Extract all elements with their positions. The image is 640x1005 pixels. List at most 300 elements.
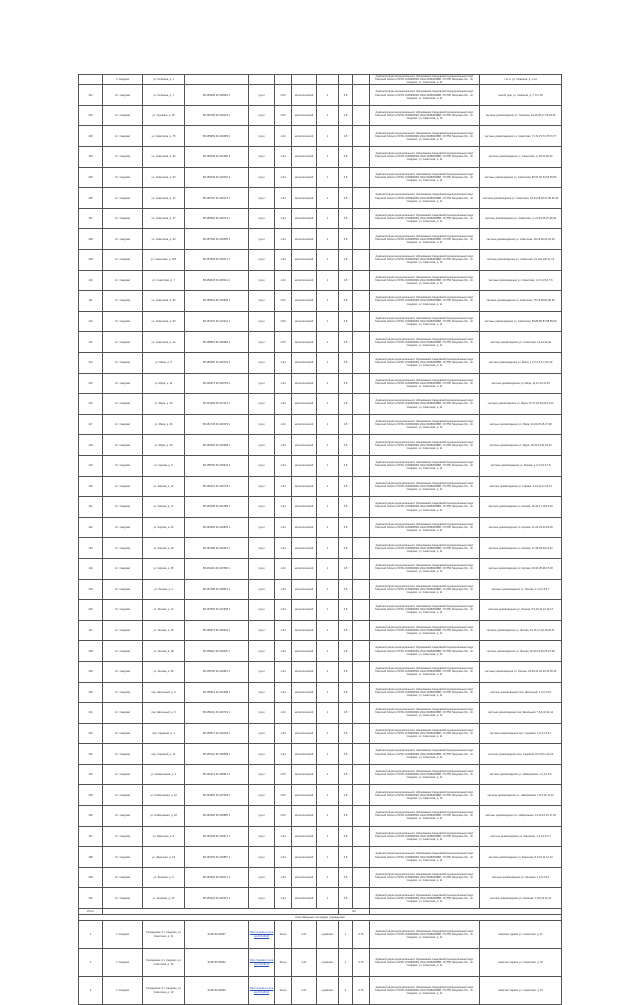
row-container-count: 1: [317, 600, 339, 621]
institution-row: [79, 921, 562, 949]
row-container-volume: 0,8: [339, 888, 353, 909]
row-surface: грунт: [249, 744, 275, 765]
table-row: [79, 558, 562, 579]
inst-owner: Администрация муниципального образования Сандовский муниципальный округ Тверской области ОГРН 1036900001 ИНН 6945000888, 171750 Тверская обл., пгт. Сандово, ул. Советская, д. 11: [370, 921, 480, 949]
row-locality: пгт. Сандово: [103, 414, 143, 435]
table-row: [79, 785, 562, 806]
row-coordinates: 58.461288 36.419316 1: [185, 538, 249, 559]
row-fence: металлический: [292, 311, 317, 332]
row-number: 105: [79, 167, 103, 188]
inst-map-cell: [249, 921, 275, 949]
table-row: [79, 270, 562, 291]
inst-map-link[interactable]: https://yandex.ru/maps/-/CCUhnZ: [249, 987, 274, 994]
row-spacer: [353, 414, 370, 435]
row-locality: пгт. Сандово: [103, 847, 143, 868]
inst-map-link[interactable]: https://yandex.ru/maps/-/CCUhn4: [249, 959, 274, 966]
inst-reg-number: 3145736 00092: [185, 949, 249, 977]
inst-container-volume: 0,75: [353, 921, 370, 949]
row-number: 129: [79, 661, 103, 682]
row-fence: металлический: [292, 373, 317, 394]
row-sources: частные домовладения ул. Набережная, 1,2,3,4,5,6: [480, 764, 562, 785]
row-surface: грунт: [249, 353, 275, 374]
table-row: [79, 394, 562, 415]
row-address: ул. Зелёная, д. 3: [143, 867, 185, 888]
row-container-count: 1: [317, 867, 339, 888]
row-locality: пгт. Сандово: [103, 888, 143, 909]
row-locality: пгт. Сандово: [103, 126, 143, 147]
row-area: 1,44: [275, 270, 292, 291]
row-spacer: [353, 497, 370, 518]
row-area: 2,00: [275, 291, 292, 312]
row-area: 1,44: [275, 373, 292, 394]
row-area: 1,44: [275, 188, 292, 209]
row-container-count: 1: [317, 744, 339, 765]
table-row: [79, 579, 562, 600]
row-number: 120: [79, 476, 103, 497]
row-area: 1,44: [275, 600, 292, 621]
row-fence: металлический: [292, 394, 317, 415]
row-coordinates: 58.462490 36.435885 1: [185, 806, 249, 827]
row-locality: пгт. Сандово: [103, 600, 143, 621]
row-area: 1,44: [275, 867, 292, 888]
row-area: 1,44: [275, 579, 292, 600]
row-owner: Администрация муниципального образования Сандовский муниципальный округ Тверской области ОГРН 1036900001 ИНН 6945000888, 171750 Тверская обл., пгт. Сандово, ул. Советская, д. 11: [370, 435, 480, 456]
row-address: ул. Лесная, д. 20: [143, 620, 185, 641]
row-container-count: 1: [317, 126, 339, 147]
row-sources: частные домовладения ул. Лесная, 8,9,10,11,12,13,14: [480, 600, 562, 621]
table-row: [79, 867, 562, 888]
row-sources: частные домовладения ул. Советская, 33,34,35,36,37,38,39,40: [480, 188, 562, 209]
row-address: пер. Садовый, д. 11: [143, 744, 185, 765]
table-row: [79, 497, 562, 518]
row-surface: грунт: [249, 311, 275, 332]
table-row: [79, 147, 562, 168]
row-fence: металлический: [292, 538, 317, 559]
row-owner: Администрация муниципального образования Сандовский муниципальный округ Тверской области ОГРН 1036900001 ИНН 6945000888, 171750 Тверская обл., пгт. Сандово, ул. Советская, д. 11: [370, 332, 480, 353]
row-area: 2,00: [275, 785, 292, 806]
inst-sources: нежилые здания ул. Советская, д. 11: [480, 921, 562, 949]
table-row: [79, 75, 562, 85]
row-container-volume: 0,8: [339, 167, 353, 188]
row-locality: пгт. Сандово: [103, 250, 143, 271]
row-container-count: 1: [317, 147, 339, 168]
row-number: 102: [79, 105, 103, 126]
row-container-count: 1: [317, 455, 339, 476]
row-fence: металлический: [292, 641, 317, 662]
row-owner: Администрация муниципального образования Сандовский муниципальный округ Тверской области ОГРН 1036900001 ИНН 6945000888, 171750 Тверская обл., пгт. Сандово, ул. Советская, д. 11: [370, 373, 480, 394]
row-spacer: [353, 311, 370, 332]
row-fence: металлический: [292, 620, 317, 641]
row-spacer: [353, 332, 370, 353]
row-locality: пгт. Сандово: [103, 661, 143, 682]
row-fence: металлический: [292, 332, 317, 353]
row-address: ул. Гагарина, д. 7: [143, 85, 185, 106]
row-number: 133: [79, 744, 103, 765]
row-surface: грунт: [249, 847, 275, 868]
row-container-volume: 0,8: [339, 703, 353, 724]
row-sources: частные домовладения ул. Кирова, 27,28,29,30,31,32: [480, 538, 562, 559]
row-container-volume: 0,8: [339, 208, 353, 229]
row-surface: грунт: [249, 723, 275, 744]
row-number: 119: [79, 455, 103, 476]
row-area: 1,44: [275, 558, 292, 579]
row-locality: пгт. Сандово: [103, 85, 143, 106]
row-owner: Администрация муниципального образования Сандовский муниципальный округ Тверской области ОГРН 1036900001 ИНН 6945000888, 171750 Тверская обл., пгт. Сандово, ул. Советская, д. 11: [370, 291, 480, 312]
row-number: 112: [79, 311, 103, 332]
row-area: 2,00: [275, 105, 292, 126]
row-fence: металлический: [292, 105, 317, 126]
row-coordinates: 58.460665 36.420802 1: [185, 517, 249, 538]
table-row: [79, 188, 562, 209]
row-coordinates: 58.458564 36.436582 1: [185, 332, 249, 353]
row-spacer: [353, 167, 370, 188]
row-spacer: [353, 85, 370, 106]
table-row: [79, 332, 562, 353]
row-locality: пгт. Сандово: [103, 620, 143, 641]
row-area: 1,44: [275, 744, 292, 765]
row-spacer: [353, 826, 370, 847]
table-row: [79, 126, 562, 147]
row-owner: Администрация муниципального образования Сандовский муниципальный округ Тверской области ОГРН 1036900001 ИНН 6945000888, 171750 Тверская обл., пгт. Сандово, ул. Советская, д. 11: [370, 126, 480, 147]
row-address: ул. Мира, д. 20: [143, 394, 185, 415]
row-sources: частные домовладения ул. Советская, д. 60,61,62,63: [480, 147, 562, 168]
row-fence: металлический: [292, 167, 317, 188]
row-owner: Администрация муниципального образования Сандовский муниципальный округ Тверской области ОГРН 1036900001 ИНН 6945000888, 171750 Тверская обл., пгт. Сандово, ул. Советская, д. 11: [370, 394, 480, 415]
row-coordinates: 58.456994 36.428713 1: [185, 208, 249, 229]
row-container-count: 1: [317, 332, 339, 353]
row-fence: металлический: [292, 517, 317, 538]
row-address: пер. Школьный, д. 9: [143, 703, 185, 724]
row-locality: пгт. Сандово: [103, 764, 143, 785]
row-number: 115: [79, 373, 103, 394]
row-locality: пгт. Сандово: [103, 867, 143, 888]
row-coordinates: 58.461214 36.438913 1: [185, 764, 249, 785]
row-coordinates: 58.458215 36.435011 1: [185, 270, 249, 291]
row-coordinates: 58.454123 36.440674 1: [185, 888, 249, 909]
row-container-count: 1: [317, 703, 339, 724]
row-surface: грунт: [249, 661, 275, 682]
inst-name: Учреждение пгт. Сандово, ул. Советская, д. 11: [143, 921, 185, 949]
row-container-volume: 0,8: [339, 558, 353, 579]
row-sources: частные домовладения ул. Советская, 1а,2а,3а,4а: [480, 332, 562, 353]
row-sources: частные домовладения ул. Советская, 10,10а,10б,11,12: [480, 250, 562, 271]
row-locality: пгт. Сандово: [103, 682, 143, 703]
inst-locality: п. Сандово: [103, 949, 143, 977]
row-sources: частные домовладения ул. Пушкина, 24,25,26,27,28,29,30: [480, 105, 562, 126]
row-area: 2,00: [275, 806, 292, 827]
row-container-volume: 0,8: [339, 147, 353, 168]
row-area: 1,44: [275, 126, 292, 147]
row-spacer: [353, 723, 370, 744]
row-coordinates: 58.461911 36.417830 1: [185, 558, 249, 579]
row-coordinates: 58.459750 36.432816 1: [185, 661, 249, 682]
row-container-count: 1: [317, 394, 339, 415]
row-address: пер. Школьный, д. 3: [143, 682, 185, 703]
row-sources: частные домовладения ул. Мира, 16,17,18,19,20,21,22: [480, 394, 562, 415]
row-sources: частные домовладения ул. Зелёная, 1,2,3,4,5,6: [480, 867, 562, 888]
row-number: 110: [79, 270, 103, 291]
registry-table: [78, 74, 562, 1005]
row-coordinates: 58.462369 36.423998 1: [185, 435, 249, 456]
row-number: 116: [79, 394, 103, 415]
row-owner: Администрация муниципального образования Сандовский муниципальный округ Тверской области ОГРН 1036900001 ИНН 6945000888, 171750 Тверская обл., пгт. Сандово, ул. Советская, д. 11: [370, 744, 480, 765]
row-spacer: [353, 75, 370, 85]
row-fence: металлический: [292, 888, 317, 909]
row-area: 1,44: [275, 620, 292, 641]
row-locality: пгт. Сандово: [103, 435, 143, 456]
row-owner: Администрация муниципального образования Сандовский муниципальный округ Тверской области ОГРН 1036900001 ИНН 6945000888, 171750 Тверская обл., пгт. Сандово, ул. Советская, д. 11: [370, 847, 480, 868]
inst-container-volume: 0,75: [353, 977, 370, 1005]
row-container-volume: 0,8: [339, 270, 353, 291]
row-coordinates: 58.454762 36.414231 1: [185, 311, 249, 332]
row-owner: Администрация муниципального образования Сандовский муниципальный округ Тверской области ОГРН 1036900001 ИНН 6945000888, 171750 Тверская обл., пгт. Сандово, ул. Советская, д. 11: [370, 455, 480, 476]
row-number: 106: [79, 188, 103, 209]
row-fence: металлический: [292, 744, 317, 765]
row-coordinates: 58.457466 36.430655 1: [185, 229, 249, 250]
row-address: ул. Гагарина, д. 1: [143, 75, 185, 85]
row-surface: грунт: [249, 497, 275, 518]
row-surface: грунт: [249, 250, 275, 271]
row-coordinates: 58.456049 36.421486 2: [185, 147, 249, 168]
table-row: [79, 806, 562, 827]
row-coordinates: 58.456041 36.432701 1: [185, 703, 249, 724]
row-surface: грунт: [249, 455, 275, 476]
table-row: [79, 764, 562, 785]
row-area: 1,44: [275, 147, 292, 168]
inst-surface: бетон: [275, 921, 292, 949]
row-sources: частные домовладения ул. Кирова, 33,34,35,36,37,38: [480, 558, 562, 579]
row-number: 136: [79, 806, 103, 827]
row-number: 127: [79, 620, 103, 641]
row-coordinates: 58.459112 36.434330 1: [185, 641, 249, 662]
row-surface: грунт: [249, 291, 275, 312]
row-surface: грунт: [249, 188, 275, 209]
row-coordinates: 58.460038 36.422289 1: [185, 497, 249, 518]
row-area: 1,44: [275, 517, 292, 538]
row-number: 138: [79, 847, 103, 868]
row-fence: металлический: [292, 558, 317, 579]
row-owner: Администрация муниципального образования Сандовский муниципальный округ Тверской области ОГРН 1036900001 ИНН 6945000888, 171750 Тверская обл., пгт. Сандово, ул. Советская, д. 11: [370, 600, 480, 621]
row-fence: металлический: [292, 600, 317, 621]
row-container-volume: 0,8: [339, 600, 353, 621]
row-coordinates: 58.455064 36.416935 1: [185, 291, 249, 312]
row-surface: грунт: [249, 414, 275, 435]
inst-fence: профлист: [317, 921, 339, 949]
row-address: ул. Заречная, д. 5: [143, 826, 185, 847]
row-sources: частные домовладения ул. Набережная, 13,14,15,16,17,18: [480, 806, 562, 827]
registry-rows: [79, 75, 562, 909]
row-locality: пгт. Сандово: [103, 229, 143, 250]
row-container-count: 1: [317, 435, 339, 456]
inst-reg-number: 3145736 00087: [185, 921, 249, 949]
row-locality: пгт. Сандово: [103, 538, 143, 559]
row-container-volume: 0,8: [339, 435, 353, 456]
row-container-volume: 0,8: [339, 455, 353, 476]
row-area: 1,44: [275, 167, 292, 188]
row-container-count: 1: [317, 538, 339, 559]
row-owner: Администрация муниципального образования Сандовский муниципальный округ Тверской области ОГРН 1036900001 ИНН 6945000888, 171750 Тверская обл., пгт. Сандово, ул. Советская, д. 11: [370, 250, 480, 271]
row-container-count: 1: [317, 847, 339, 868]
row-container-volume: 0,8: [339, 579, 353, 600]
row-container-count: 1: [317, 826, 339, 847]
row-owner: Администрация муниципального образования Сандовский муниципальный округ Тверской области ОГРН 1036900001 ИНН 6945000888, 171750 Тверская обл., пгт. Сандово, ул. Советская, д. 11: [370, 85, 480, 106]
row-surface: [249, 75, 275, 85]
row-coordinates: 58.456439 36.424062 2: [185, 167, 249, 188]
inst-map-link[interactable]: https://yandex.ru/maps/-/CCUhn8: [249, 931, 274, 938]
row-sources: частные домовладения ул. Кирова, 1,2,3,4,5,6,7,8: [480, 455, 562, 476]
inst-map-cell: [249, 977, 275, 1005]
row-spacer: [353, 291, 370, 312]
row-locality: пгт. Сандово: [103, 703, 143, 724]
row-container-count: 1: [317, 764, 339, 785]
row-address: ул. Мира, д. 11: [143, 373, 185, 394]
row-address: ул. Зелёная, д. 10: [143, 888, 185, 909]
row-number: 109: [79, 250, 103, 271]
row-coordinates: 58.455571 36.434105 1: [185, 723, 249, 744]
row-area: 1,44: [275, 394, 292, 415]
row-spacer: [353, 476, 370, 497]
row-coordinates: 58.460274 36.428753 1: [185, 373, 249, 394]
row-spacer: [353, 147, 370, 168]
row-sources: частные домовладения ул. Советская, 1,2,3,4,5,6,7,8: [480, 270, 562, 291]
row-locality: пгт. Сандово: [103, 105, 143, 126]
row-owner: Администрация муниципального образования Сандовский муниципальный округ Тверской области ОГРН 1036900001 ИНН 6945000888, 171750 Тверская обл., пгт. Сандово, ул. Советская, д. 11: [370, 806, 480, 827]
row-container-volume: 0,8: [339, 332, 353, 353]
row-coordinates: 58.455101 36.435508 1: [185, 744, 249, 765]
row-container-volume: 0,8: [339, 497, 353, 518]
row-fence: металлический: [292, 806, 317, 827]
row-address: ул. Мира, д. 5: [143, 353, 185, 374]
row-sources: частные домовладения ул. Заречная, 1,2,3,4,5,6,7: [480, 826, 562, 847]
row-owner: Администрация муниципального образования Сандовский муниципальный округ Тверской области ОГРН 1036900001 ИНН 6945000888, 171750 Тверская обл., пгт. Сандово, ул. Советская, д. 11: [370, 517, 480, 538]
row-sources: частные домовладения пер. Садовый, 1,2,3,4,5,6,7: [480, 723, 562, 744]
row-container-volume: 0,8: [339, 744, 353, 765]
row-spacer: [353, 229, 370, 250]
row-sources: частные домовладения ул. Советская, д. 24,25,26,27,28,29: [480, 208, 562, 229]
row-locality: пгт. Сандово: [103, 579, 143, 600]
row-coordinates: 58.461056 36.427113 1: [185, 394, 249, 415]
table-row: [79, 373, 562, 394]
row-address: ул. Советская, д. 52: [143, 167, 185, 188]
row-surface: грунт: [249, 394, 275, 415]
table-row: [79, 353, 562, 374]
row-locality: пгт. Сандово: [103, 785, 143, 806]
row-address: ул. Советская, д. 7: [143, 270, 185, 291]
row-container-volume: 0,8: [339, 847, 353, 868]
row-surface: грунт: [249, 105, 275, 126]
row-locality: пгт. Сандово: [103, 291, 143, 312]
row-fence: металлический: [292, 435, 317, 456]
table-row: [79, 703, 562, 724]
row-number: 107: [79, 208, 103, 229]
row-fence: металлический: [292, 188, 317, 209]
row-area: 1,44: [275, 641, 292, 662]
row-area: 1,44: [275, 208, 292, 229]
row-coordinates: 58.461745 36.425479 1: [185, 414, 249, 435]
row-container-count: 1: [317, 105, 339, 126]
row-spacer: [353, 661, 370, 682]
row-area: 2,00: [275, 85, 292, 106]
row-container-count: 1: [317, 291, 339, 312]
row-address: ул. Заречная, д. 13: [143, 847, 185, 868]
row-number: 132: [79, 723, 103, 744]
row-locality: пгт. Сандово: [103, 558, 143, 579]
row-owner: Администрация муниципального образования Сандовский муниципальный округ Тверской области ОГРН 1036900001 ИНН 6945000888, 171750 Тверская обл., пгт. Сандово, ул. Советская, д. 11: [370, 682, 480, 703]
row-surface: грунт: [249, 476, 275, 497]
table-row: [79, 291, 562, 312]
row-container-volume: 0,8: [339, 394, 353, 415]
row-number: 140: [79, 888, 103, 909]
row-surface: грунт: [249, 208, 275, 229]
row-fence: металлический: [292, 579, 317, 600]
row-area: 1,44: [275, 682, 292, 703]
row-owner: Администрация муниципального образования Сандовский муниципальный округ Тверской области ОГРН 1036900001 ИНН 6945000888, 171750 Тверская обл., пгт. Сандово, ул. Советская, д. 11: [370, 75, 480, 85]
row-area: 1,44: [275, 476, 292, 497]
row-locality: пгт. Сандово: [103, 517, 143, 538]
row-sources: частные домовладения пер. Садовый, 8,9,10,11,12,13: [480, 744, 562, 765]
table-row: [79, 208, 562, 229]
row-sources: частные домовладения ул. Советская, 71,72,73,74,75,76,77: [480, 126, 562, 147]
row-fence: металлический: [292, 497, 317, 518]
row-address: ул. Кирова, д. 23: [143, 517, 185, 538]
row-container-volume: 0,8: [339, 373, 353, 394]
inst-container-count: 1: [339, 921, 353, 949]
row-spacer: [353, 888, 370, 909]
row-number: 139: [79, 867, 103, 888]
row-container-count: 1: [317, 517, 339, 538]
row-address: ул. Мира, д. 26: [143, 414, 185, 435]
row-container-count: 1: [317, 188, 339, 209]
table-row: [79, 641, 562, 662]
row-container-count: 1: [317, 661, 339, 682]
row-spacer: [353, 517, 370, 538]
row-surface: грунт: [249, 558, 275, 579]
row-sources: частные домовладения ул. Советская, 84,85,86,87,88,89,90: [480, 311, 562, 332]
row-surface: грунт: [249, 806, 275, 827]
row-container-volume: 0,8: [339, 538, 353, 559]
row-area: 1,44: [275, 250, 292, 271]
table-row: [79, 538, 562, 559]
table-row: [79, 517, 562, 538]
row-owner: Администрация муниципального образования Сандовский муниципальный округ Тверской области ОГРН 1036900001 ИНН 6945000888, 171750 Тверская обл., пгт. Сандово, ул. Советская, д. 11: [370, 723, 480, 744]
inst-area: 2,27: [292, 921, 317, 949]
row-spacer: [353, 600, 370, 621]
row-container-count: 1: [317, 558, 339, 579]
row-spacer: [353, 373, 370, 394]
row-locality: пгт. Сандово: [103, 476, 143, 497]
row-container-count: 1: [317, 85, 339, 106]
table-row: [79, 435, 562, 456]
row-spacer: [353, 867, 370, 888]
row-fence: металлический: [292, 703, 317, 724]
row-sources: частные домовладения ул. Лесная, 15,16,17,18,19,20,21: [480, 620, 562, 641]
row-spacer: [353, 806, 370, 827]
row-address: пер. Садовый, д. 4: [143, 723, 185, 744]
row-container-count: 1: [317, 167, 339, 188]
row-area: 1,44: [275, 847, 292, 868]
row-container-volume: 0,8: [339, 250, 353, 271]
row-owner: Администрация муниципального образования Сандовский муниципальный округ Тверской области ОГРН 1036900001 ИНН 6945000888, 171750 Тверская обл., пгт. Сандово, ул. Советская, д. 11: [370, 620, 480, 641]
row-fence: металлический: [292, 208, 317, 229]
row-coordinates: 58.460768 36.433432 1: [185, 105, 249, 126]
row-surface: грунт: [249, 147, 275, 168]
row-sources: частные домовладения ул. Мира, 29,30,31,32,33,34: [480, 435, 562, 456]
row-container-count: 1: [317, 476, 339, 497]
row-address: ул. Кирова, д. 29: [143, 538, 185, 559]
row-locality: пгт. Сандово: [103, 641, 143, 662]
row-area: 1,44: [275, 414, 292, 435]
row-number: 124: [79, 558, 103, 579]
